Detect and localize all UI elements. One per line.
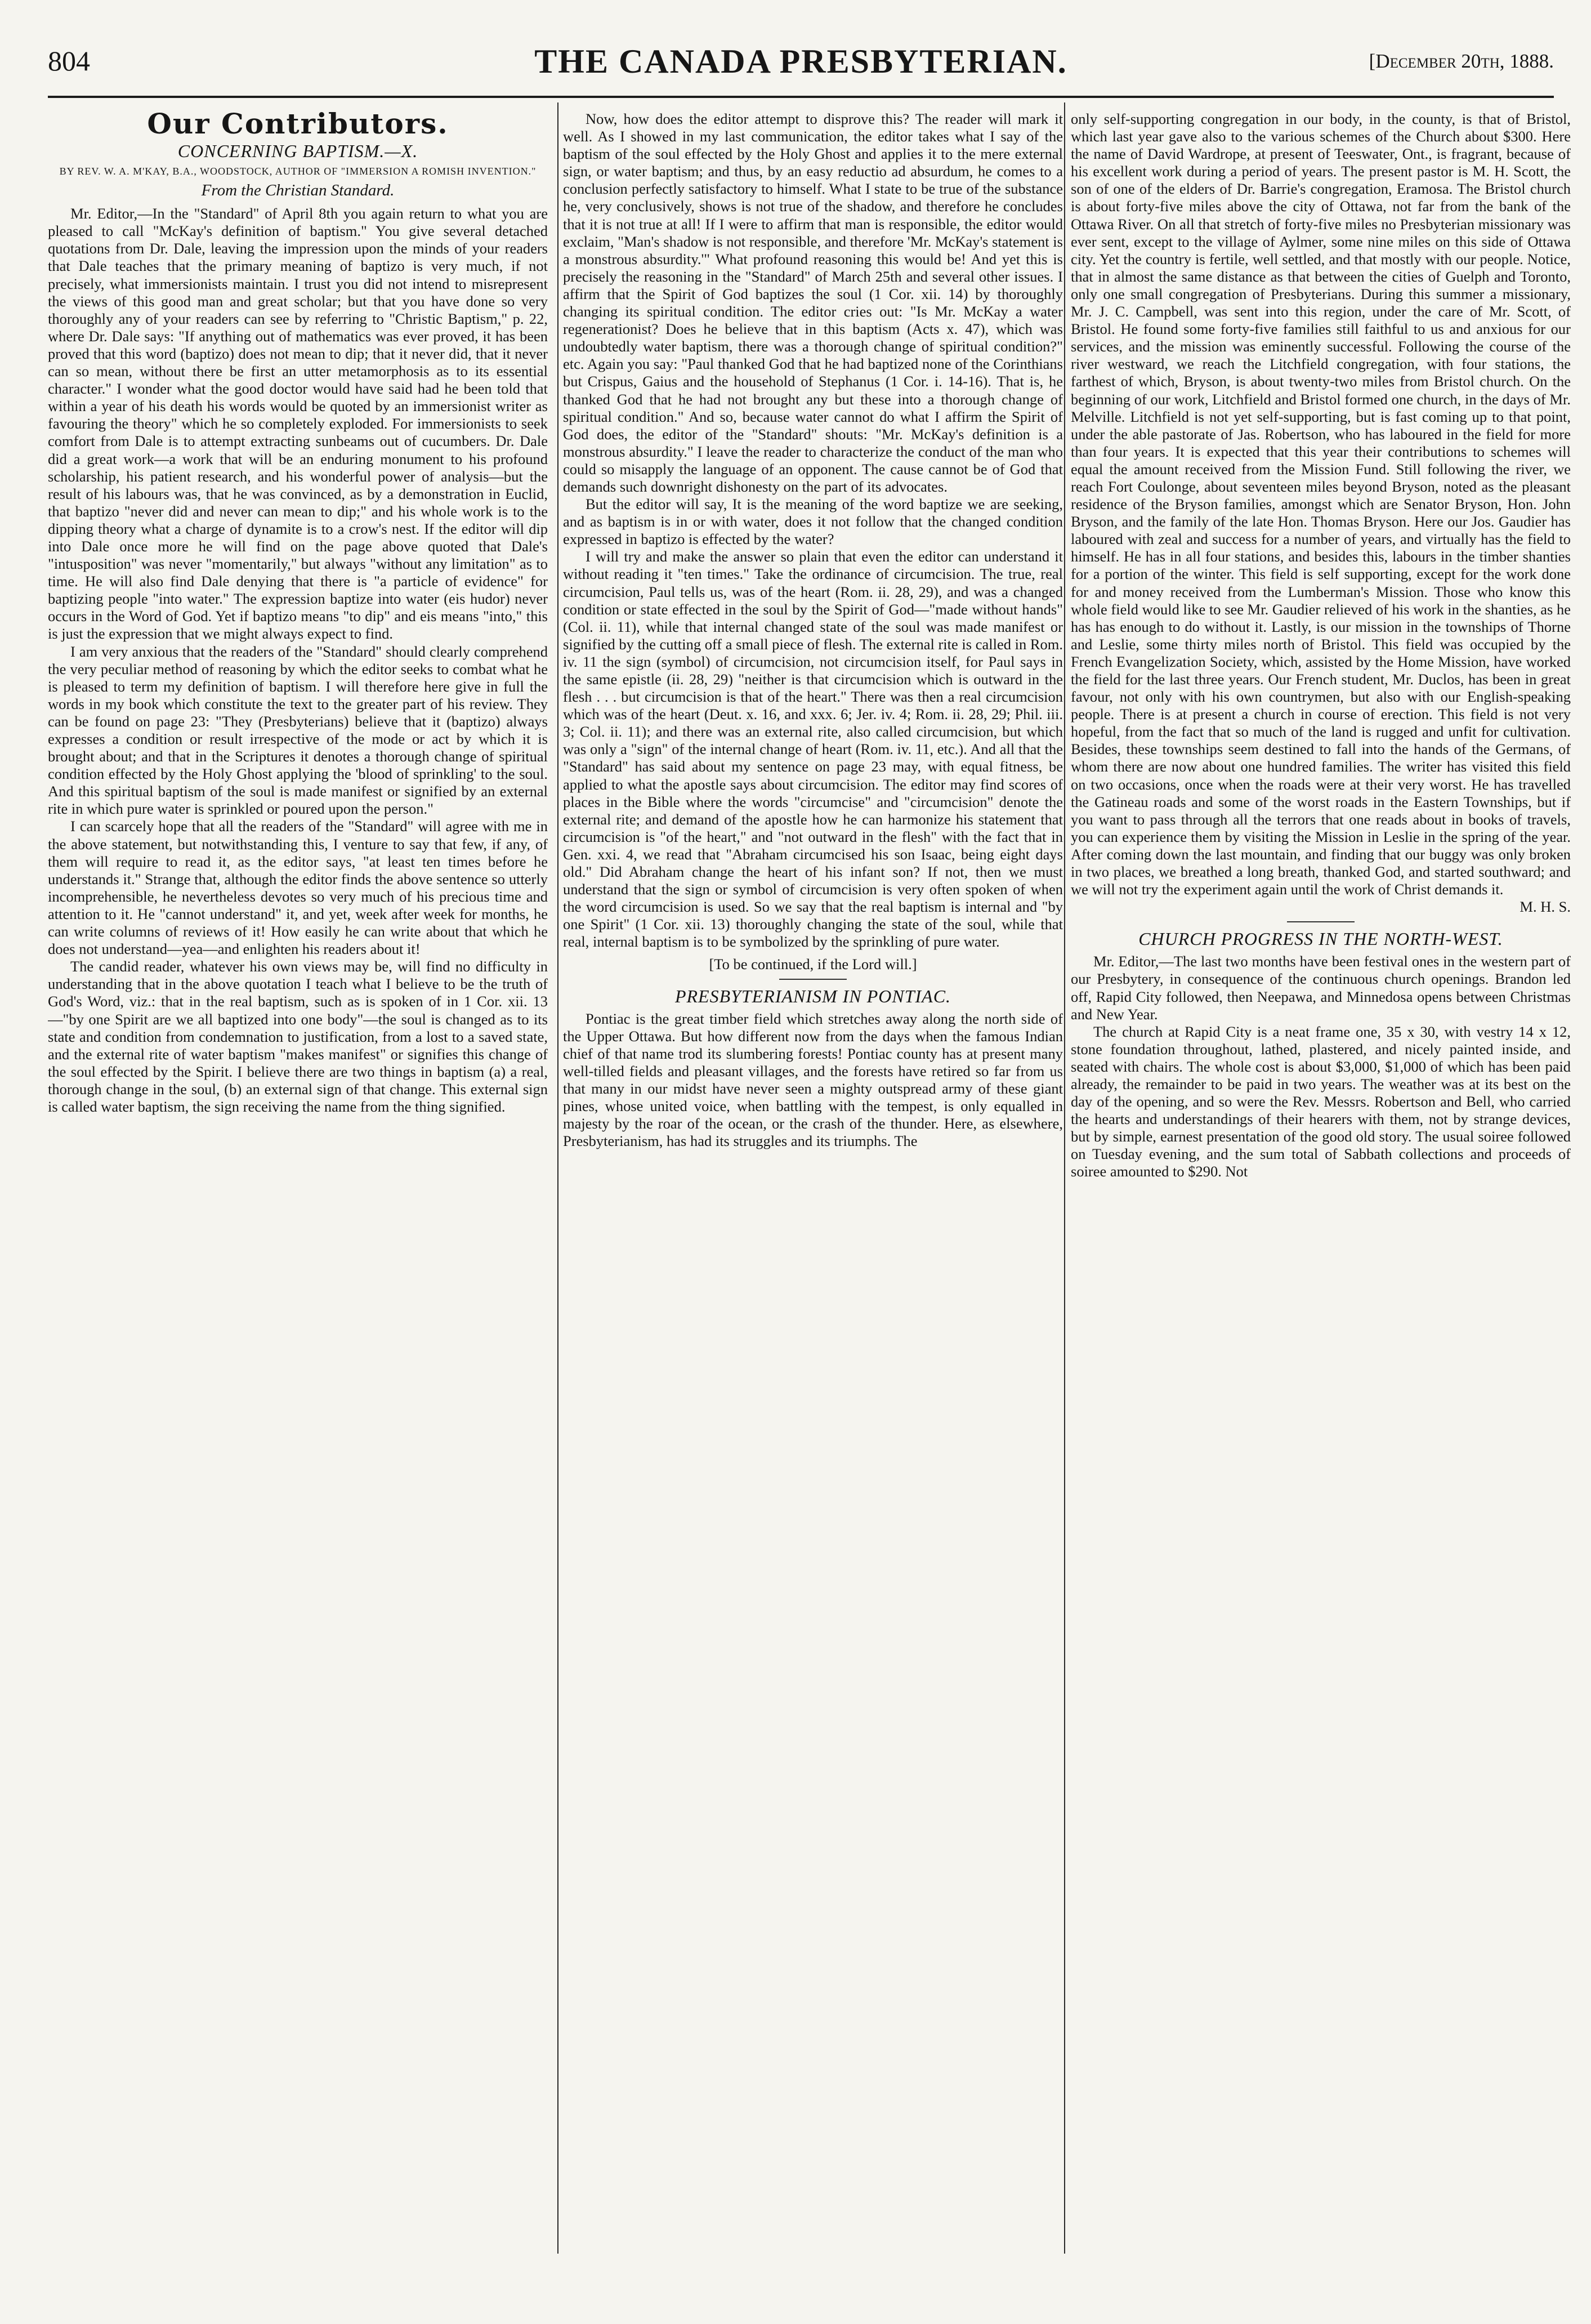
paragraph: Now, how does the editor attempt to disprove this? The reader will mark it well. As I showed in my last communication, the editor takes what I say of the baptism of the soul effected by the Holy Ghost and applies it to the mere external sign, or water baptism; and thus, by an easy reductio ad absurdum, he comes to a conclusion perfectly satisfactory to himself. What I state to be true of the substance he, very conclusively, shows is not true of the shadow, and therefore he concludes that it is not true at all! If I were to affirm that man is responsible, the editor would exclaim, "Man's shadow is not responsible, and therefore 'Mr. McKay's statement is a monstrous absurdity.'" What profound reasoning this would be! And yet this is precisely the reasoning in the "Standard" of March 25th and several other issues. I affirm that the Spirit of God baptizes the soul (1 Cor. xii. 14) by thoroughly changing its spiritual condition. The editor cries out: "Is Mr. McKay a water regenerationist? Does he believe that in this baptism (Acts x. 47), which was undoubtedly water baptism, there was a thorough change of spiritual condition?" etc. Again you say: "Paul thanked God that he had baptized none of the Corinthians but Crispus, Gaius and the household of Stephanus (1 Cor. i. 14-16). That is, he thanked God that he had not brought any but these into a thorough change of spiritual condition." And so, because water cannot do what I affirm the Spirit of God does, the editor of the "Standard" shouts: "Mr. McKay's definition is a monstrous absurdity." I leave the reader to characterize the conduct of the man who could so misapply the language of an opponent. The cause cannot be of God that demands such downright dishonesty on the part of its advocates. <box>563 110 1063 495</box>
article-byline: BY REV. W. A. M'KAY, B.A., WOODSTOCK, AUTHOR OF "IMMERSION A ROMISH INVENTION." <box>59 166 537 177</box>
masthead <box>48 42 1554 82</box>
article-title: CONCERNING BAPTISM.—X. <box>177 141 418 162</box>
newspaper-title: THE CANADA PRESBYTERIAN. <box>534 43 1067 80</box>
article-title: CHURCH PROGRESS IN THE NORTH-WEST. <box>1138 929 1503 949</box>
paragraph: Mr. Editor,—In the "Standard" of April 8th you again return to what you are pleased to call "McKay's definition of baptism." You give several detached quotations from Dr. Dale, leaving the impression upon the minds of your readers that Dale teaches that the primary meaning of baptizo is very much, if not precisely, what immersionists maintain. I trust you did not intend to misrepresent the views of this good man and great scholar; but that you have done so very thoroughly any of your readers can see by referring to "Christic Baptism," p. 22, where Dr. Dale says: "If anything out of mathematics was ever proved, it has been proved that this word (baptizo) does not mean to dip; that it never did, that it never can so mean, without there be first an utter metamorphosis as to its essential character." I wonder what the good doctor would have said had he been told that within a year of his death his words would be quoted by an immersionist writer as favouring the theory" which he so completely exploded. For immersionists to seek comfort from Dale is to attempt extracting sunbeams out of cucumbers. Dr. Dale did a great work—a work that will be an enduring monument to his profound scholarship, his patient research, and his wonderful power of analysis—but the result of his labours was, that he was convinced, as by a demonstration in Euclid, that baptizo "never did and never can mean to dip;" and his whole work is to the dipping theory what a charge of dynamite is to a crow's nest. If the editor will dip into Dale once more he will find on the page above quoted that Dale's "intusposition" was never "momentarily," but always "without any limitation" as to time. He will also find Dale denying that there is "a particle of evidence" for baptizing people "into water." The expression baptize into water (eis hudor) never occurs in the Word of God. Yet if baptizo means "to dip" and eis means "into," this is just the expression that we might always expect to find. <box>48 205 548 643</box>
article-separator <box>1287 921 1355 922</box>
paragraph: only self-supporting congregation in our body, in the county, is that of Bristol, which last year gave also to the various schemes of the Church about $300. Here the name of David Wardrope, at present of Teeswater, Ont., is fragrant, because of his excellent work during a period of years. The present pastor is M. H. Scott, the son of one of the elders of Dr. Barrie's congregation, Eramosa. The Bristol church is about forty-five miles above the city of Ottawa, not far from the bank of the Ottawa River. On all that stretch of forty-five miles no Presbyterian missionary was ever sent, except to the village of Aylmer, some nine miles on this side of Ottawa city. Yet the country is fertile, well settled, and that mostly with our people. Notice, that in almost the same distance as that between the cities of Guelph and Toronto, only one small congregation of Presbyterians. During this summer a missionary, Mr. J. C. Campbell, was sent into this region, under the care of Mr. Scott, of Bristol. He found some forty-five families still faithful to us and anxious for our services, and the mission was eminently successful. Following the course of the river westward, we reach the Litchfield congregation, with four stations, the farthest of which, Bryson, is about twenty-two miles from Bristol church. On the beginning of our work, Litchfield and Bristol formed one church, in the days of Mr. Melville. Litchfield is not yet self-supporting, but is fast coming up to that point, under the able pastorate of Jas. Robertson, who has laboured in the field for more than four years. It is expected that this year their contributions to schemes will equal the amount received from the Mission Fund. Still following the river, we reach Fort Coulonge, about seventeen miles beyond Bryson, noted as the pleasant residence of the Bryson families, amongst which are Senator Bryson, Hon. John Bryson, and the family of the late Hon. Thomas Bryson. Here our Jos. Gaudier has laboured with zeal and success for a number of years, and virtually has the field to himself. He has in all four stations, and besides this, labours in the timber shanties for a portion of the winter. This field is self supporting, except for the work done for and money received from the Lumberman's Mission. Those who know this whole field would like to see Mr. Gaudier relieved of his work in the shanties, as he has has enough to do without it. Lastly, is our mission in the townships of Thorne and Leslie, some thirty miles north of Bristol. This field was occupied by the French Evangelization Society, which, assisted by the Home Mission, have worked the field for the last three years. Our French student, Mr. Duclos, has been in great favour, not only with his own countrymen, but also with our English-speaking people. There is at present a church in course of erection. This field is not very hopeful, from the fact that so much of the land is rugged and unfit for cultivation. Besides, these townships seem destined to fall into the hands of the Germans, of whom there are now about one hundred families. The writer has visited this field on two occasions, once when the roads were at their very worst. He has travelled the Gatineau roads and some of the worst roads in the Eastern Townships, but if you want to pass through all the terrors that one reads about in books of travels, you can experience them by visiting the Mission in Leslie in the spring of the year. After coming down the last mountain, and finding that our buggy was only broken in two places, we breathed a long breath, thanked God, and started southward; and we will not try the experiment again until the work of Christ demands it. <box>1071 110 1571 898</box>
article-title: PRESBYTERIANISM IN PONTIAC. <box>674 985 951 1006</box>
section-heading: Our Contributors. <box>147 110 449 140</box>
paragraph: I will try and make the answer so plain that even the editor can understand it without reading it "ten times." Take the ordinance of circumcision. The true, real circumcision, Paul tells us, was of the heart (Rom. ii. 28, 29), and was a changed condition or state effected in the soul by the Spirit of God—"made without hands" (Col. ii. 11), while that internal changed state of the soul was made manifest or signified by the cutting off a small piece of flesh. The external rite is called in Rom. iv. 11 the sign (symbol) of circumcision, not circumcision itself, for Paul says in the same epistle (ii. 28, 29) "neither is that circumcision which is outward in the flesh . . . but circumcision is that of the heart." There was then a real circumcision which was of the heart (Deut. x. 16, and xxx. 6; Jer. iv. 4; Rom. ii. 28, 29; Phil. iii. 3; Col. ii. 11); and there was an external rite, also called circumcision, but which was only a "sign" of the internal change of heart (Rom. iv. 11, etc.). And all that the "Standard" has said about my sentence on page 23 may, with equal fitness, be applied to what the apostle says about circumcision. The editor may find scores of places in the Bible where the words "circumcise" and "circumcision" denote the external rite; and demand of the apostle how he can harmonize his statement that circumcision is "of the heart," and "not outward in the flesh" with the fact that in Gen. xxi. 4, we read that "Abraham circumcised his son Isaac, being eight days old." Did Abraham change the heart of his infant son? If not, then we must understand that the sign or symbol of circumcision is very often spoken of when the word circumcision is used. So we say that the real baptism is internal and "by one Spirit" (1 Cor. xii. 13) thoroughly changing the state of the soul, while that real, internal baptism is to be symbolized by the sprinkling of pure water. <box>563 548 1063 951</box>
column-3 <box>1071 110 1571 2250</box>
signoff: M. H. S. <box>1520 898 1571 916</box>
paragraph: The candid reader, whatever his own views may be, will find no difficulty in understanding that in the above quotation I teach what I believe to be the truth of God's Word, viz.: that in the real baptism, such as is spoken of in 1 Cor. xii. 13—"by one Spirit are we all baptized into one body"—the soul is changed as to its state and condition from condemnation to justification, from a lost to a saved state, and the external rite of water baptism "makes manifest" or signifies this change of the soul effected by the Spirit. I believe there are two things in baptism (a) a real, thorough change in the soul, (b) an external sign of that change. This external sign is called water baptism, the sign receiving the name from the thing signified. <box>48 958 548 1115</box>
header-rule <box>48 96 1554 98</box>
article-separator <box>779 979 847 980</box>
paragraph: The church at Rapid City is a neat frame one, 35 x 30, with vestry 14 x 12, stone foundation throughout, lathed, plastered, and nicely painted inside, and seated with chairs. The whole cost is about $3,000, $1,000 of which has been paid already, the remainder to be paid in two years. The weather was at its best on the day of the opening, and so were the Rev. Messrs. Robertson and Bell, who carried the hearts and understandings of their hearers with them, not by strange devices, but by simple, earnest presentation of the good old story. The usual soiree followed on Tuesday evening, and the sum total of Sabbath collections and proceeds of soiree amounted to $290. Not <box>1071 1023 1571 1180</box>
paragraph: I am very anxious that the readers of the "Standard" should clearly comprehend the very peculiar method of reasoning by which the editor seeks to combat what he is pleased to term my definition of baptism. I will therefore here give in full the words in my book which constitute the text to the greater part of his review. They can be found on page 23: "They (Presbyterians) believe that it (baptizo) always expresses a condition or result irrespective of the mode or act by which it is brought about; and that in the Scriptures it denotes a thorough change of spiritual condition effected by the Holy Ghost applying the 'blood of sprinkling' to the soul. And this spiritual baptism of the soul is made manifest or signified by an external rite in which pure water is sprinkled or poured upon the person." <box>48 643 548 818</box>
column-divider <box>1064 102 1065 2254</box>
column-divider <box>557 102 558 2254</box>
article-source: From the Christian Standard. <box>201 181 395 200</box>
paragraph: But the editor will say, It is the meaning of the word baptize we are seeking, and as baptism is in or with water, does it not follow that the changed condition expressed in baptizo is effected by the water? <box>563 496 1063 548</box>
column-1 <box>48 110 548 2250</box>
page-number: 804 <box>48 45 90 77</box>
column-2 <box>563 110 1063 2250</box>
paragraph: I can scarcely hope that all the readers of the "Standard" will agree with me in the above statement, but notwithstanding this, I venture to say that few, if any, of them will require to read it, as the editor says, "at least ten times before he understands it." Strange that, although the editor finds the above sentence so utterly incomprehensible, he nevertheless devotes so very much of his precious time and attention to it. He "cannot understand" it, and yet, week after week for months, he can write columns of reviews of it! How easily he can write about that which he does not understand—yea—and enlighten his readers about it! <box>48 818 548 958</box>
paragraph: Mr. Editor,—The last two months have been festival ones in the western part of our Presbytery, in consequence of the continuous church openings. Brandon led off, Rapid City followed, then Neepawa, and Minnedosa opens between Christmas and New Year. <box>1071 953 1571 1023</box>
issue-date: [December 20th, 1888. <box>1369 50 1554 72</box>
paragraph: Pontiac is the great timber field which stretches away along the north side of the Upper Ottawa. But how different now from the days when the famous Indian chief of that name trod its slumbering forests! Pontiac county has at present many well-tilled fields and pleasant villages, and the forests have retired so far from us that many in our midst have never seen a mighty outspread army of these giant pines, whose united voice, when battling with the tempest, is only equalled in majesty by the roar of the ocean, or the crash of the thunder. Here, as elsewhere, Presbyterianism, has had its struggles and its triumphs. The <box>563 1010 1063 1150</box>
continued-note: [To be continued, if the Lord will.] <box>709 955 917 973</box>
